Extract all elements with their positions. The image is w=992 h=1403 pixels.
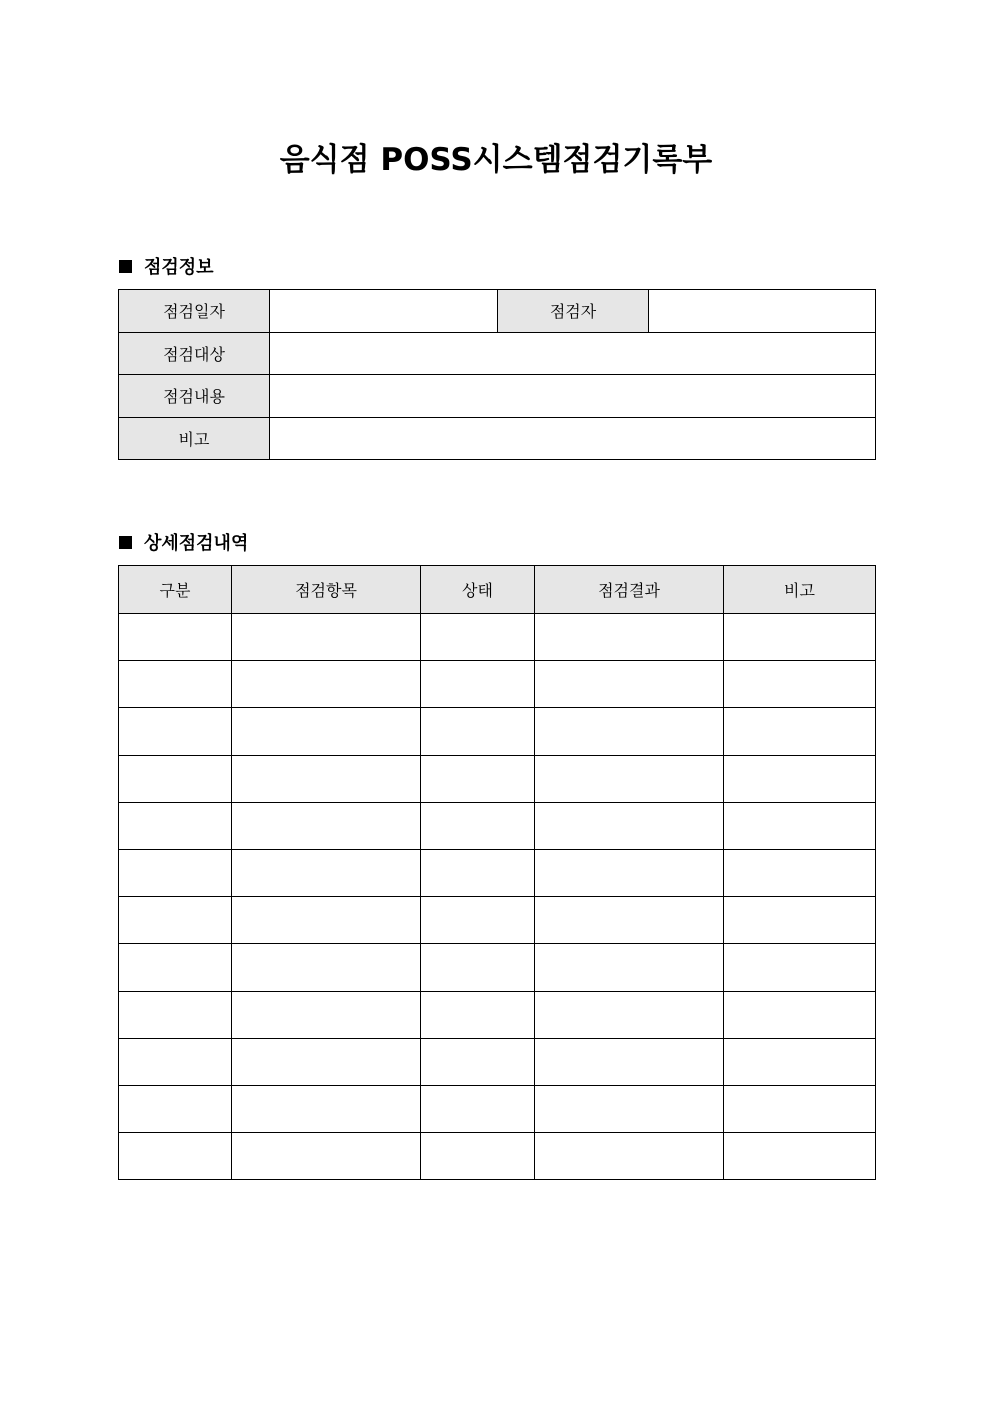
- field-inspector[interactable]: [649, 290, 876, 333]
- label-inspector: 점검자: [498, 290, 649, 333]
- table-cell[interactable]: [119, 661, 232, 708]
- table-row: [119, 802, 876, 849]
- table-row: [119, 1133, 876, 1180]
- table-cell[interactable]: [421, 944, 535, 991]
- table-cell[interactable]: [724, 614, 876, 661]
- table-cell[interactable]: [119, 614, 232, 661]
- table-cell[interactable]: [421, 755, 535, 802]
- table-cell[interactable]: [119, 708, 232, 755]
- table-cell[interactable]: [535, 944, 724, 991]
- table-cell[interactable]: [724, 755, 876, 802]
- table-cell[interactable]: [421, 1133, 535, 1180]
- table-cell[interactable]: [724, 944, 876, 991]
- info-row-remarks: [119, 417, 876, 460]
- section-heading-detail: [119, 529, 248, 555]
- field-inspection-target[interactable]: [270, 332, 876, 375]
- info-row-content: [119, 375, 876, 418]
- table-row: [119, 614, 876, 661]
- table-row: [119, 708, 876, 755]
- table-cell[interactable]: [119, 1133, 232, 1180]
- table-cell[interactable]: [232, 849, 421, 896]
- table-cell[interactable]: [421, 708, 535, 755]
- table-cell[interactable]: [421, 1085, 535, 1132]
- table-cell[interactable]: [724, 1133, 876, 1180]
- field-remarks[interactable]: [270, 417, 876, 460]
- table-cell[interactable]: [535, 991, 724, 1038]
- table-cell[interactable]: [119, 1038, 232, 1085]
- table-cell[interactable]: [724, 849, 876, 896]
- section-heading-info-label: 점검정보: [144, 257, 214, 278]
- table-cell[interactable]: [535, 755, 724, 802]
- table-cell[interactable]: [119, 849, 232, 896]
- table-cell[interactable]: [232, 802, 421, 849]
- column-header-inspection-item: 점검항목: [232, 566, 421, 614]
- label-inspection-target: 점검대상: [119, 332, 270, 375]
- table-cell[interactable]: [724, 897, 876, 944]
- table-cell[interactable]: [535, 802, 724, 849]
- section-heading-detail-label: 상세점검내역: [144, 533, 249, 554]
- table-cell[interactable]: [724, 1038, 876, 1085]
- table-cell[interactable]: [232, 614, 421, 661]
- label-inspection-content: 점검내용: [119, 375, 270, 418]
- field-inspection-content[interactable]: [270, 375, 876, 418]
- table-cell[interactable]: [232, 1038, 421, 1085]
- table-row: [119, 897, 876, 944]
- label-inspection-date: 점검일자: [119, 290, 270, 333]
- table-cell[interactable]: [535, 708, 724, 755]
- info-row-date: [119, 290, 876, 333]
- table-cell[interactable]: [724, 802, 876, 849]
- column-header-inspection-result: 점검결과: [535, 566, 724, 614]
- table-cell[interactable]: [232, 661, 421, 708]
- table-cell[interactable]: [421, 991, 535, 1038]
- table-cell[interactable]: [535, 1133, 724, 1180]
- info-table: [118, 289, 876, 460]
- square-bullet-icon: [119, 536, 132, 549]
- label-remarks: 비고: [119, 417, 270, 460]
- table-cell[interactable]: [119, 944, 232, 991]
- detail-table-body: [119, 614, 876, 1180]
- section-heading-info: [119, 253, 214, 279]
- detail-header-row: [119, 566, 876, 614]
- table-row: [119, 661, 876, 708]
- table-cell[interactable]: [119, 991, 232, 1038]
- table-cell[interactable]: [421, 614, 535, 661]
- table-cell[interactable]: [421, 802, 535, 849]
- column-header-remarks: 비고: [724, 566, 876, 614]
- table-cell[interactable]: [119, 1085, 232, 1132]
- table-row: [119, 755, 876, 802]
- table-cell[interactable]: [535, 1085, 724, 1132]
- column-header-category: 구분: [119, 566, 232, 614]
- table-cell[interactable]: [119, 802, 232, 849]
- table-cell[interactable]: [119, 755, 232, 802]
- table-row: [119, 849, 876, 896]
- table-cell[interactable]: [232, 897, 421, 944]
- table-cell[interactable]: [535, 1038, 724, 1085]
- table-row: [119, 1085, 876, 1132]
- table-cell[interactable]: [232, 944, 421, 991]
- table-cell[interactable]: [724, 991, 876, 1038]
- table-row: [119, 991, 876, 1038]
- table-cell[interactable]: [724, 661, 876, 708]
- table-cell[interactable]: [232, 1085, 421, 1132]
- table-cell[interactable]: [724, 1085, 876, 1132]
- table-cell[interactable]: [421, 661, 535, 708]
- table-cell[interactable]: [232, 708, 421, 755]
- table-cell[interactable]: [232, 1133, 421, 1180]
- table-row: [119, 1038, 876, 1085]
- table-cell[interactable]: [535, 897, 724, 944]
- square-bullet-icon: [119, 260, 132, 273]
- table-row: [119, 944, 876, 991]
- table-cell[interactable]: [421, 897, 535, 944]
- table-cell[interactable]: [421, 1038, 535, 1085]
- table-cell[interactable]: [724, 708, 876, 755]
- table-cell[interactable]: [232, 991, 421, 1038]
- field-inspection-date[interactable]: [270, 290, 498, 333]
- detail-table: [118, 565, 876, 1180]
- info-row-target: [119, 332, 876, 375]
- table-cell[interactable]: [535, 849, 724, 896]
- table-cell[interactable]: [119, 897, 232, 944]
- table-cell[interactable]: [421, 849, 535, 896]
- column-header-status: 상태: [421, 566, 535, 614]
- table-cell[interactable]: [232, 755, 421, 802]
- table-cell[interactable]: [535, 661, 724, 708]
- table-cell[interactable]: [535, 614, 724, 661]
- document-title: 음식점 POSS시스템점검기록부: [279, 142, 713, 178]
